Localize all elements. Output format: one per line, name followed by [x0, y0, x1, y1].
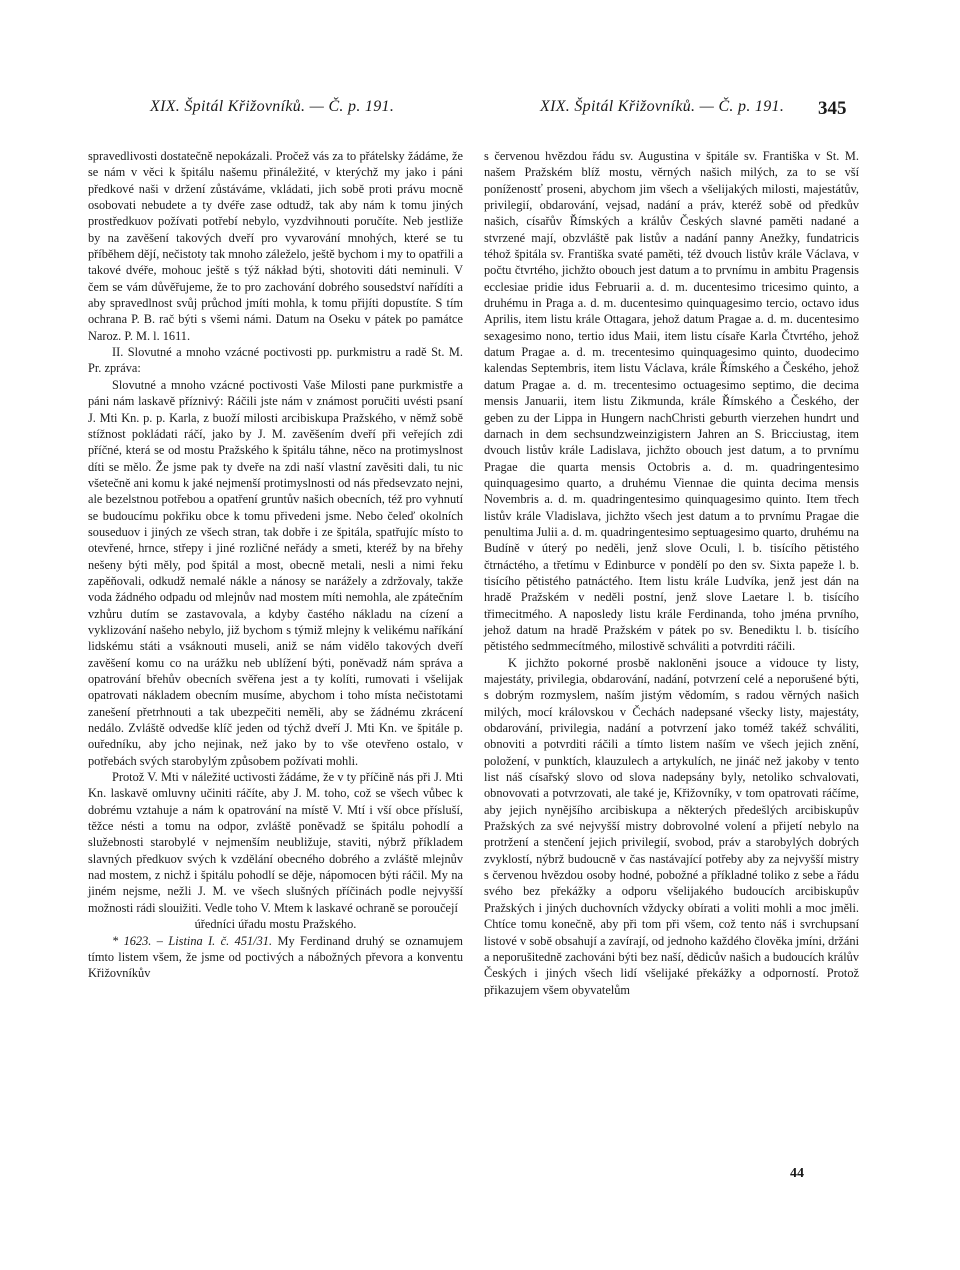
left-paragraph-5 [88, 933, 463, 982]
left-paragraph-3: Slovutné a mnoho vzácné poctivosti Vaše Milosti pane purkmistře a páni nám laskavě příznivý: Ráčili jste nám v známost poručiti uvésti psaní J. Mti Kn. p. p. Karla, z buoží milosti arcibiskupa Pražského, v němž sobě stížnost pokládati ráčí, jako by J. M. zavěšením dveří při veřejích zdi příčné, která se od mostu Pražského k špitálu táhne, něco na protimyslnost díti se mělo. Že jsme pak ty dveře na zdi naší vlastní zavěsiti dali, tu nic všetečně ani komu k jaké nejmenší protimyslnosti od nás předsevzato nejni, ale bezelstnou potřebou a opatření gruntův našich obecních, též pro vyhnutí se budoucímu pokřiku obce k tomu přivedeni jsme. Nebo čeleď okolních souseduov i jiných ze všech stran, tak dobře i ze špitála, spatřujíc místo to otevřené, hrnce, střepy i jiné rozličné neřády a smeti, kteréž by na břehy nešeny býti měly, pod špitál a most, obecně metali, nesli a nimi řeku zapěňovali, odkudž nemalé nákle a nánosy se narážely a zdržovaly, takže voda žádného odpadu od mlejnův nad mostem míti nemohla, ale zpátečním vzhůru dutím se zastavovala, a kdyby častého nákladu na cízení a vyklizování našeho nebylo, již bychom s týmiž mlejny k velikému naříkání lidskému státi a vsáknouti museli, aniž se nám vidělo takových dveří zavěšení komu co na urážku neb ublížení býti, poněvadž nám správa a opatrování břehův obecních svěřena jest a ty kolíti, rumovati i všelijak opatrovati nákladem obecním musíme, abychom i toho místa nečistotami zanešení přetrhnouti a tak ubezpečiti neměli, aby se žádnému zkrácení nedálo. Zvláště odvedše klíč jeden od týchž dveří J. Mti Kn. ve špitále p. ouředníku, aby jcho nejinak, než jako by to vše otevřeno ostalo, v potřebách svých starobylým způsobem požívati mohli. [88, 377, 463, 768]
listina-text: My Ferdinand druhý se oznamujem tímto listem všem, že jsme od poctivých a nábožných převora a konventu Křižovníkův [88, 933, 463, 981]
right-paragraph-1: s červenou hvězdou řádu sv. Augustina v špitále sv. Františka v St. M. našem Pražském blíž mostu, věrných našich milých, za to se vší poníženostť proseni, abychom jim všech a všelijakých milosti, majestátův, privilegií, obdarování, vejsad, nadání a práv, kteréž sobě od předkův našich, císařův Římských a králův Českých slavné paměti nadané a stvrzené mají, obzvláště pak listův a nadání panny Anežky, fundatricis téhož špitála sv. Františka svaté paměti, též dvouch listův krále Václava, v počtu čtvrtého, jichžto obouch jest datum a to prvnímu in ambitu Pragensis ecclesiae pridie idus Februarii a. d. m. ducentesimo tricesimo quinto, a druhému in Praga a. d. m. ducentesimo quinquagesimo tercio, octavo idus Aprilis, item listu krále Ottagara, jehož datum Pragae a. d. m. ducentesimo sexagesimo nono, tertio idus Maii, item listu císaře Karla Čtvrtého, jehož datum Pragae a. d. m. trecentesimo quinquagesimo quinto, duodecimo kalendas Septembris, item listu Václava, krále Římského a Českého, jehož datum Pragae a. d. m. trecentesimo octuagesimo septimo, die decima mensis Januarii, item listu Zikmunda, krále Římského a Českého, der geben zu der Lippa in Hungern nachChristi geburth vierzehen hundrt und darnach in dem sechsundzweinzigistern Jahren an S. Bricciustag, item dvouch listův krále Ladislava, jichžto obouch jest datum, a to prvnímu Pragae die quarta mensis Octobris a. d. m. quadringentesimo quinquagesimo quarto, a druhému Viennae die quinta decima mensis Novembris a. d. m. quadringentesimo quinquagesimo quinto. Item třech listův krále Vladislava, jichžto všech jest datum a to prvnímu Pragae die penultima Julii a. d. m. quadringentesimo septuagesimo quarto, druhému na Budíně v úterý po neděli, jenž slove Oculi, l. b. tisícího pětistého čtrnáctého, a třetímu v Edinburce v pondělí po den sv. Sixta papeže l. b. tisícího pětistého patnáctého. Item listu krále Ludvíka, jenž jest dán na hradě Pražském v neděli postní, jenž slove Laetare l. b. tisícího třimecitmého. A naposledy listu krále Ferdinanda, toho jména prvního, jehož datum na hradě Pražském v pátek po sv. Benediktu l. b. tisícího pětistého sedmmecítmého, milostivě schváliti a potvrditi ráčili. [484, 149, 859, 654]
left-paragraph-4: Protož V. Mti v náležité uctivosti žádáme, že v ty příčině nás při J. Mti Kn. laskavě omluvny učiniti ráčíte, aby J. M. toho, což se všech vůbec k dobrému vztahuje a nám k opatrování na místě V. Mtí i vší obce přísluší, těžce nésti a tomu na odpor, zvláště poněvadž se špitálu pohodlí a služebnosti starobylé v nejmenším neubližuje, staviti, nýbrž příkladem slavných předkuov svých k vzdělání obecného dobrého a zvláště mlejnův nad mostem, z nichž i špitálu pohodlí se děje, nápomocen býti ráčil. My na jiném nejsme, nežli J. M. ve všech slušných příčinách podle nejvyšší možnosti rádi slouižiti. Vedle toho V. Mtem k laskavé ochraně se poroučejí [88, 770, 463, 915]
left-signoff: úředníci úřadu mostu Pražského. [194, 917, 357, 932]
listina-heading: * 1623. – Listina I. č. 451/31. [112, 933, 273, 948]
right-column [484, 148, 859, 998]
left-column [88, 148, 463, 982]
page-number: 345 [818, 98, 847, 119]
running-header-right: XIX. Špitál Křižovníků. — Č. p. 191. [540, 98, 785, 115]
left-paragraph-1: spravedlivosti dostatečně nepokázali. Pročež vás za to přátelsky žádáme, že se nám v věci k špitálu našemu přináležité, v kterýchž my jako i páni předkové naši v držení zůstáváme, vkládati, jich sobě proti právu mocně osobovati nebudete a ty dvéře zase odtudž, tak aby nám k tomu jiných prostředkuov požívati potřebí nebylo, vyzdvihnouti poručíte. Neb jestliže by na zavěšení takových dveří pro vyvarování mnohých, které se tu příběhem dějí, nečistoty tak mnoho záleželo, ještě bychom i my to opatřili a takové dvéře, mohouc ještě s týž nákład býti, shotoviti dáti neminuli. V čem se vám důvěřujeme, že to pro zachování dobrého sousedství nařídíti a aby spravedlnost svůj průchod jmíti mohla, k tomu přijíti dopustíte. S tím ochrana P. B. rač býti s všemi námi. Datum na Oseku v pátek po památce Naroz. P. M. l. 1611. [88, 149, 464, 343]
right-paragraph-2: K jichžto pokorné prosbě nakloněni jsouce a vidouce ty listy, majestáty, privilegia, obdarování, nadání, potvrzení celé a neporušené býti, s dobrým rozmyslem, naším jistým vědomím, s radou věrných našich milých, mocí královskou v Čechách nadepsané všecky listy, majestáty, obdarování, privilegia, nadání a potvrzení jako toméž takéž schváliti, obnoviti a potvrditi ráčili a tímto listem naším ve všech jejich znění, položení, v punktích, klauzulech a artykulích, ne jináč než jakoby v tento list náš císařský slovo od slova nadepsány byly, netoliko schvalovati, obnovovati a potvrzovati, ale také je, Křižovníky, v tom opatrovati ráčíme, aby jejich nynějšího arcibiskupa a některých předešlých arcibiskupův Pražských za své nejvyšší mistry dobrovolné volení a přijetí nebylo na protržení a stenčení jejich privilegií, svobod, práv a starobylých dobrých zvyklostí, nýbrž budoucně v čas nastávající potřeby aby za nejvyšší mistry s červenou hvězdou osoby hodné, pobožné a příkladné toliko z sebe a řádu svého bez překážky a odporu všelijakého budoucích arcibiskupův Pražských i jiných duchovních vždycky obírati a voliti mohli a moc jměli. Chtíce tomu konečně, aby při tom při všem, což tento náš i svrchupsaní listové v sobě obsahují a zavírají, od jednoho každého člověka jmíni, držáni a neporušitedně zachováni býti bez naší, dědicův našich a budoucích králův Českých i jiných všech lidí všelijaké překážky a odporností. Protož přikazujem všem obyvatelům [484, 655, 859, 997]
running-header-left: XIX. Špitál Křižovníků. — Č. p. 191. [150, 98, 395, 115]
signature-mark: 44 [790, 1166, 804, 1181]
left-paragraph-2: II. Slovutné a mnoho vzácné poctivosti pp. purkmistru a radě St. M. Pr. zpráva: [88, 345, 463, 376]
